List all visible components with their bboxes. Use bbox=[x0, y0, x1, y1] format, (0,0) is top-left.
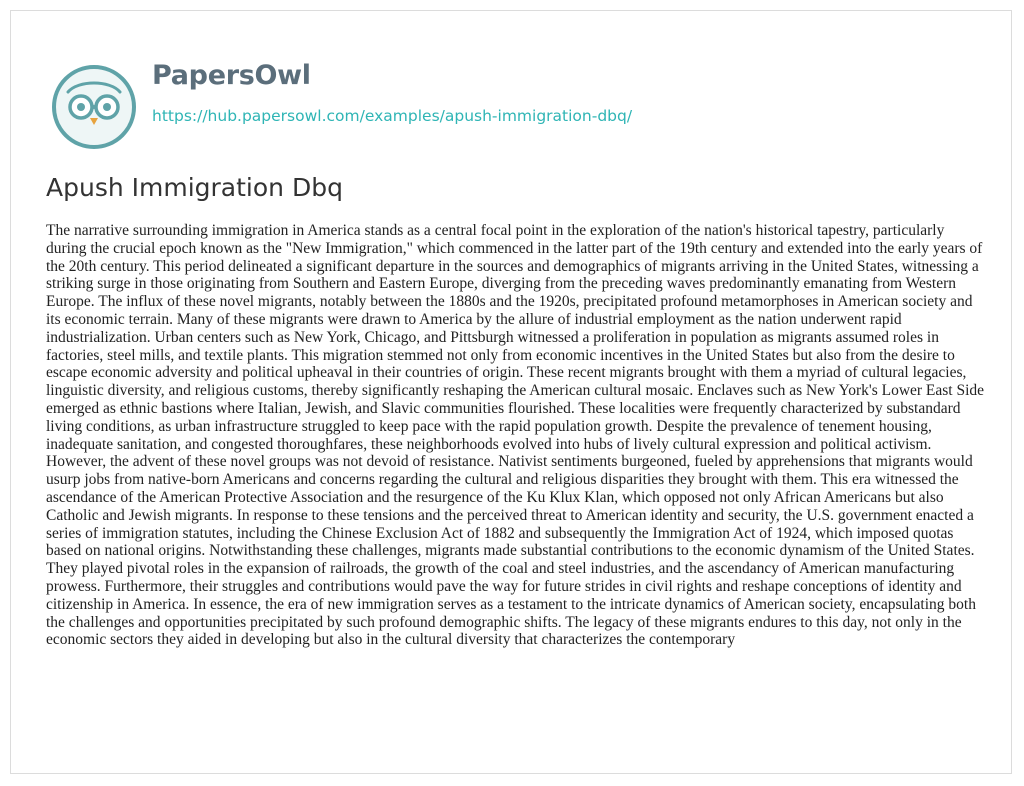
source-url-link[interactable]: https://hub.papersowl.com/examples/apush-immigration-dbq/ bbox=[152, 107, 633, 125]
document-title: Apush Immigration Dbq bbox=[46, 173, 343, 202]
brand-name: PapersOwl bbox=[152, 60, 311, 91]
document-body-text: The narrative surrounding immigration in America stands as a central focal point in the exploration of the nation's historical tapestry, particularly during the crucial epoch known as the "New Immigration," which commenced in the latter part of the 19th century and extended into the early years of the 20th century. This period delineated a significant departure in the sources and demographics of migrants arriving in the United States, witnessing a striking surge in those originating from Southern and Eastern Europe, diverging from the preceding waves predominantly emanating from Western Europe. The influx of these novel migrants, notably between the 1880s and the 1920s, precipitated profound metamorphoses in American society and its economic terrain. Many of these migrants were drawn to America by the allure of industrial employment as the nation underwent rapid industrialization. Urban centers such as New York, Chicago, and Pittsburgh witnessed a proliferation in population as migrants assumed roles in factories, steel mills, and textile plants. This migration stemmed not only from economic incentives in the United States but also from the desire to escape economic adversity and political upheaval in their countries of origin. These recent migrants brought with them a myriad of cultural legacies, linguistic diversity, and religious customs, thereby significantly reshaping the American cultural mosaic. Enclaves such as New York's Lower East Side emerged as ethnic bastions where Italian, Jewish, and Slavic communities flourished. These localities were frequently characterized by substandard living conditions, as urban infrastructure struggled to keep pace with the rapid population growth. Despite the prevalence of tenement housing, inadequate sanitation, and congested thoroughfares, these neighborhoods evolved into hubs of lively cultural expression and political activism. However, the advent of these novel groups was not devoid of resistance. Nativist sentiments burgeoned, fueled by apprehensions that migrants would usurp jobs from native-born Americans and concerns regarding the cultural and religious disparities they brought with them. This era witnessed the ascendance of the American Protective Association and the resurgence of the Ku Klux Klan, which opposed not only African Americans but also Catholic and Jewish migrants. In response to these tensions and the perceived threat to American identity and security, the U.S. government enacted a series of immigration statutes, including the Chinese Exclusion Act of 1882 and subsequently the Immigration Act of 1924, which imposed quotas based on national origins. Notwithstanding these challenges, migrants made substantial contributions to the economic dynamism of the United States. They played pivotal roles in the expansion of railroads, the growth of the coal and steel industries, and the ascendancy of American manufacturing prowess. Furthermore, their struggles and contributions would pave the way for future strides in civil rights and reshape conceptions of identity and citizenship in America. In essence, the era of new immigration serves as a testament to the intricate dynamics of American society, encapsulating both the challenges and opportunities precipitated by such profound demographic shifts. The legacy of these migrants endures to this day, not only in the economic sectors they aided in developing but also in the cultural diversity that characterizes the contemporary bbox=[46, 222, 985, 649]
owl-logo-icon bbox=[51, 64, 137, 150]
